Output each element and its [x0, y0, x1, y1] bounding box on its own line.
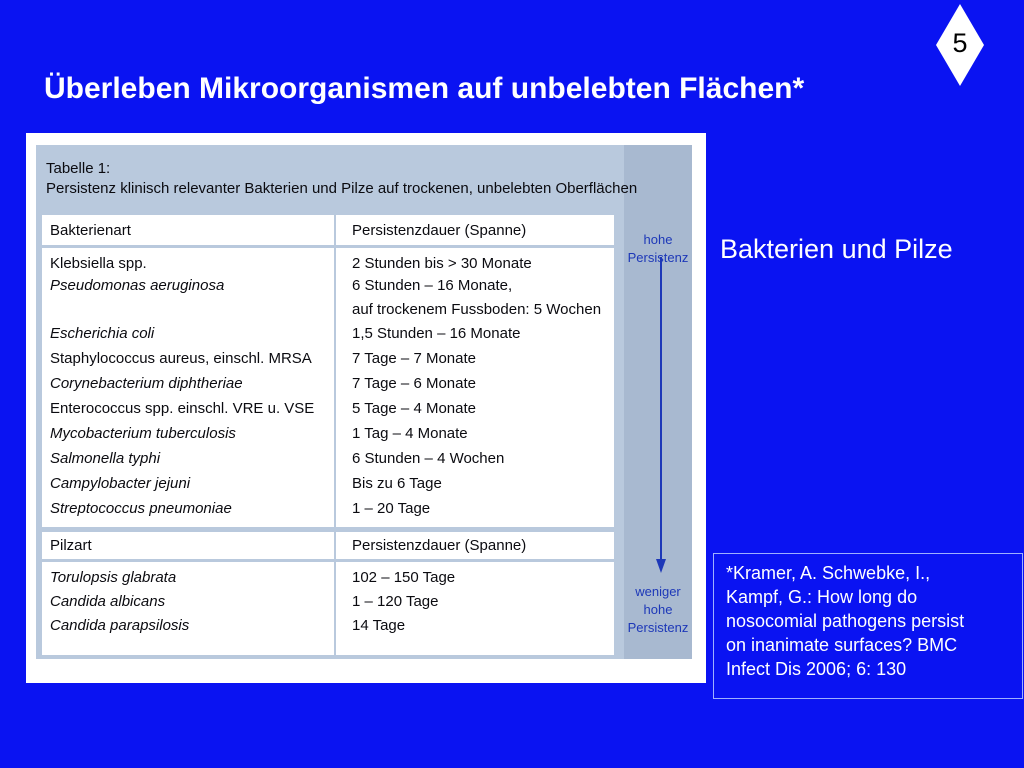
header-separator — [42, 245, 614, 248]
bacteria-name-cell: Escherichia coli — [50, 325, 155, 342]
bacteria-duration-cell: 6 Stunden – 16 Monate, — [352, 277, 513, 294]
fungi-duration-cell: 1 – 120 Tage — [352, 593, 439, 610]
bacteria-duration-cell: 1,5 Stunden – 16 Monate — [352, 325, 521, 342]
fungi-duration-cell: 102 – 150 Tage — [352, 569, 456, 586]
page-number-badge — [934, 4, 986, 86]
column-header-duration: Persistenzdauer (Spanne) — [352, 222, 527, 239]
fungi-name-cell: Candida parapsilosis — [50, 617, 190, 634]
bacteria-duration-cell: 2 Stunden bis > 30 Monate — [352, 255, 532, 272]
bacteria-name-cell: Klebsiella spp. — [50, 255, 147, 272]
fungi-name-cell: Torulopsis glabrata — [50, 569, 177, 586]
side-heading: Bakterien und Pilze — [720, 234, 953, 264]
bacteria-name-cell: Corynebacterium diphtheriae — [50, 375, 243, 392]
bacteria-name-cell: Pseudomonas aeruginosa — [50, 277, 225, 294]
bacteria-duration-cell: 7 Tage – 7 Monate — [352, 350, 476, 367]
citation-box: *Kramer, A. Schwebke, I., Kampf, G.: How long do nosocomial pathogens persist on inanimate surfaces? BMC Infect Dis 2006; 6: 130 — [713, 553, 1023, 699]
bacteria-duration-cell: auf trockenem Fussboden: 5 Wochen — [352, 301, 602, 318]
section-separator — [42, 527, 614, 532]
low-label-line: hohe — [643, 602, 673, 617]
table-caption-title: Tabelle 1: — [46, 160, 111, 177]
table-caption-subtitle: Persistenz klinisch relevanter Bakterien und Pilze auf trockenen, unbelebten Oberflächen — [46, 180, 638, 197]
column-divider — [334, 215, 336, 655]
bacteria-name-cell: Salmonella typhi — [50, 450, 161, 467]
persistence-table — [42, 215, 614, 655]
page-number: 5 — [952, 28, 968, 58]
fungi-duration-cell: 14 Tage — [352, 617, 406, 634]
table-panel — [36, 145, 692, 659]
slide-title: Überleben Mikroorganismen auf unbelebten Flächen* — [44, 72, 805, 105]
low-label-line: Persistenz — [627, 620, 689, 635]
persistence-table-image — [26, 133, 706, 683]
bacteria-duration-cell: 5 Tage – 4 Monate — [352, 400, 476, 417]
bacteria-name-cell: Streptococcus pneumoniae — [50, 500, 232, 517]
bacteria-name-cell: Staphylococcus aureus, einschl. MRSA — [50, 350, 312, 367]
header-separator — [42, 559, 614, 562]
low-persistence-label — [624, 583, 692, 637]
bacteria-duration-cell: 6 Stunden – 4 Wochen — [352, 450, 505, 467]
table-caption — [46, 159, 686, 199]
bacteria-duration-cell: 1 Tag – 4 Monate — [352, 425, 468, 442]
bacteria-duration-cell: 7 Tage – 6 Monate — [352, 375, 476, 392]
high-label-line: hohe — [643, 232, 673, 247]
down-arrow-icon — [656, 257, 666, 575]
high-label-line: Persistenz — [627, 250, 689, 265]
column-header-fungi: Pilzart — [50, 537, 92, 554]
column-header-bacteria: Bakterienart — [50, 222, 131, 239]
bacteria-duration-cell: Bis zu 6 Tage — [352, 475, 442, 492]
bacteria-duration-cell: 1 – 20 Tage — [352, 500, 431, 517]
column-header-fungi-duration: Persistenzdauer (Spanne) — [352, 537, 527, 554]
bacteria-name-cell: Campylobacter jejuni — [50, 475, 191, 492]
bacteria-name-cell: Mycobacterium tuberculosis — [50, 425, 236, 442]
fungi-name-cell: Candida albicans — [50, 593, 166, 610]
low-label-line: weniger — [635, 584, 681, 599]
bacteria-name-cell: Enterococcus spp. einschl. VRE u. VSE — [50, 400, 315, 417]
